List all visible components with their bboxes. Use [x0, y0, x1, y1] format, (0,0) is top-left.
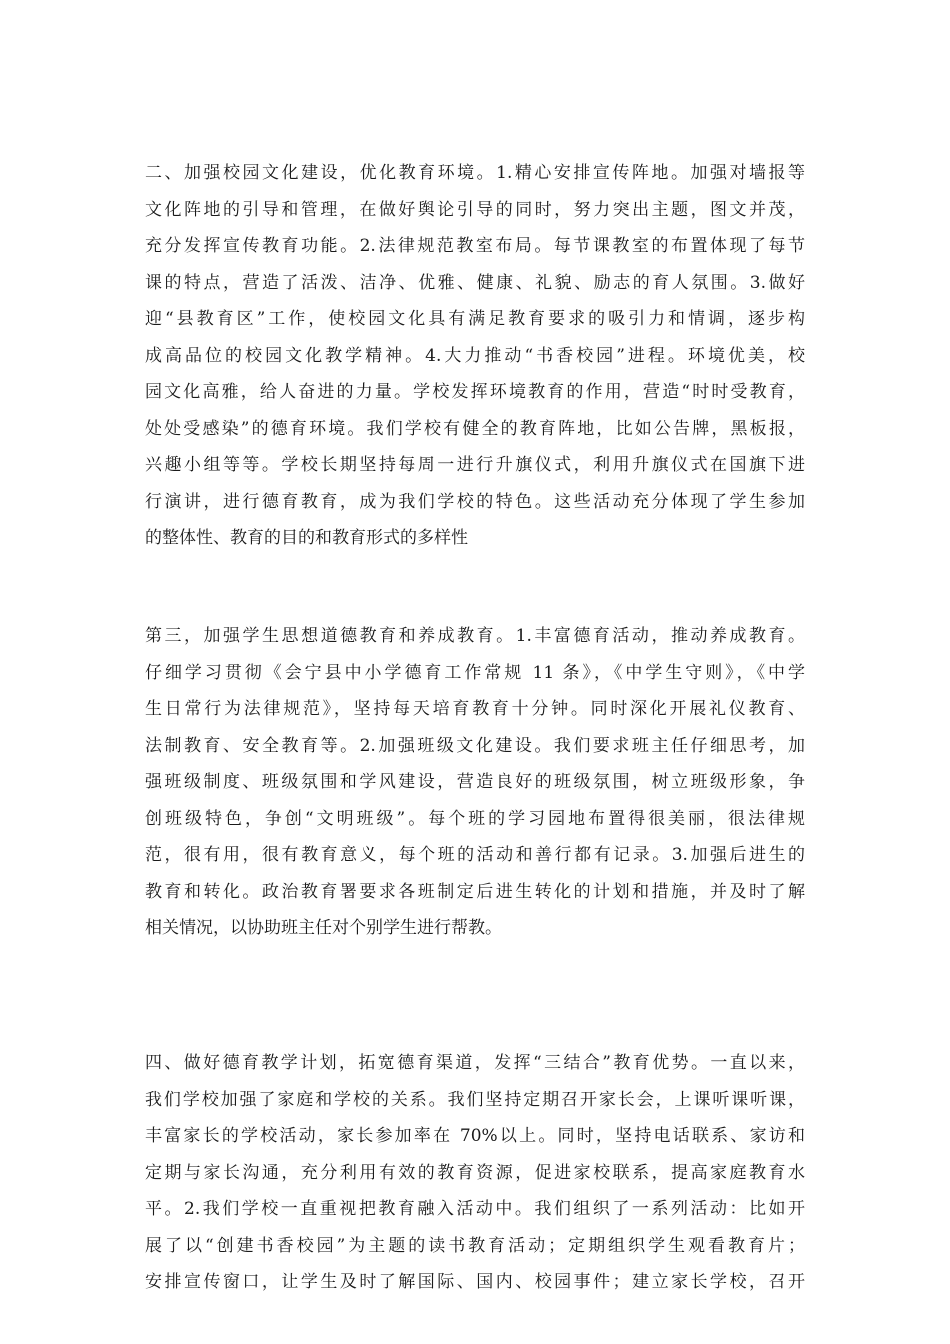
paragraph-moral-education	[145, 618, 805, 947]
paragraph-teaching-plan	[145, 1045, 805, 1301]
text-line: 平。2.我们学校一直重视把教育融入活动中。我们组织了一系列活动：比如开	[145, 1199, 805, 1219]
text-line: 园文化高雅，给人奋进的力量。学校发挥环境教育的作用，营造“时时受教育，	[145, 382, 805, 402]
text-line: 仔细学习贯彻《会宁县中小学德育工作常规 11 条》，《中学生守则》，《中学	[145, 662, 805, 683]
text-line: 我们学校加强了家庭和学校的关系。我们坚持定期召开家长会，上课听课听课，	[145, 1089, 805, 1110]
text-line: 第三，加强学生思想道德教育和养成教育。1.丰富德育活动，推动养成教育。	[145, 626, 805, 646]
text-line: 法制教育、安全教育等。2.加强班级文化建设。我们要求班主任仔细思考，加	[145, 735, 805, 756]
text-line: 展了以“创建书香校园”为主题的读书教育活动；定期组织学生观看教育片；	[145, 1235, 805, 1256]
text-line: 充分发挥宣传教育功能。2.法律规范教室布局。每节课教室的布置体现了每节	[145, 236, 805, 256]
text-line: 定期与家长沟通，充分利用有效的教育资源，促进家校联系，提高家庭教育水	[145, 1162, 805, 1183]
text-line: 创班级特色，争创“文明班级”。每个班的学习园地布置得很美丽，很法律规	[145, 808, 805, 829]
text-line: 丰富家长的学校活动，家长参加率在 70%以上。同时，坚持电话联系、家访和	[145, 1126, 805, 1146]
paragraph-campus-culture	[145, 155, 805, 557]
text-line: 迎“县教育区”工作，使校园文化具有满足教育要求的吸引力和情调，逐步构	[145, 309, 805, 329]
text-line: 四、做好德育教学计划，拓宽德育渠道，发挥“三结合”教育优势。一直以来，	[145, 1053, 805, 1073]
text-line: 行演讲，进行德育教育，成为我们学校的特色。这些活动充分体现了学生参加	[145, 491, 805, 512]
text-line: 教育和转化。政治教育署要求各班制定后进生转化的计划和措施，并及时了解	[145, 881, 805, 902]
text-line: 的整体性、教育的目的和教育形式的多样性	[145, 528, 468, 548]
text-line: 成高品位的校园文化教学精神。4.大力推动“书香校园”进程。环境优美，校	[145, 345, 805, 366]
text-line: 相关情况，以协助班主任对个别学生进行帮教。	[145, 918, 502, 938]
text-line: 兴趣小组等等。学校长期坚持每周一进行升旗仪式，利用升旗仪式在国旗下进	[145, 455, 805, 475]
text-line: 二、加强校园文化建设，优化教育环境。1.精心安排宣传阵地。加强对墙报等	[145, 163, 805, 183]
text-line: 处处受感染”的德育环境。我们学校有健全的教育阵地，比如公告牌，黑板报，	[145, 418, 805, 439]
text-line: 生日常行为法律规范》，坚持每天培育教育十分钟。同时深化开展礼仪教育、	[145, 699, 805, 719]
text-line: 强班级制度、班级氛围和学风建设，营造良好的班级氛围，树立班级形象，争	[145, 772, 805, 792]
text-line: 范，很有用，很有教育意义，每个班的活动和善行都有记录。3.加强后进生的	[145, 845, 805, 865]
text-line: 课的特点，营造了活泼、洁净、优雅、健康、礼貌、励志的育人氛围。3.做好	[145, 272, 805, 293]
text-line: 文化阵地的引导和管理，在做好舆论引导的同时，努力突出主题，图文并茂，	[145, 199, 805, 220]
text-line: 安排宣传窗口，让学生及时了解国际、国内、校园事件；建立家长学校，召开	[145, 1272, 805, 1292]
